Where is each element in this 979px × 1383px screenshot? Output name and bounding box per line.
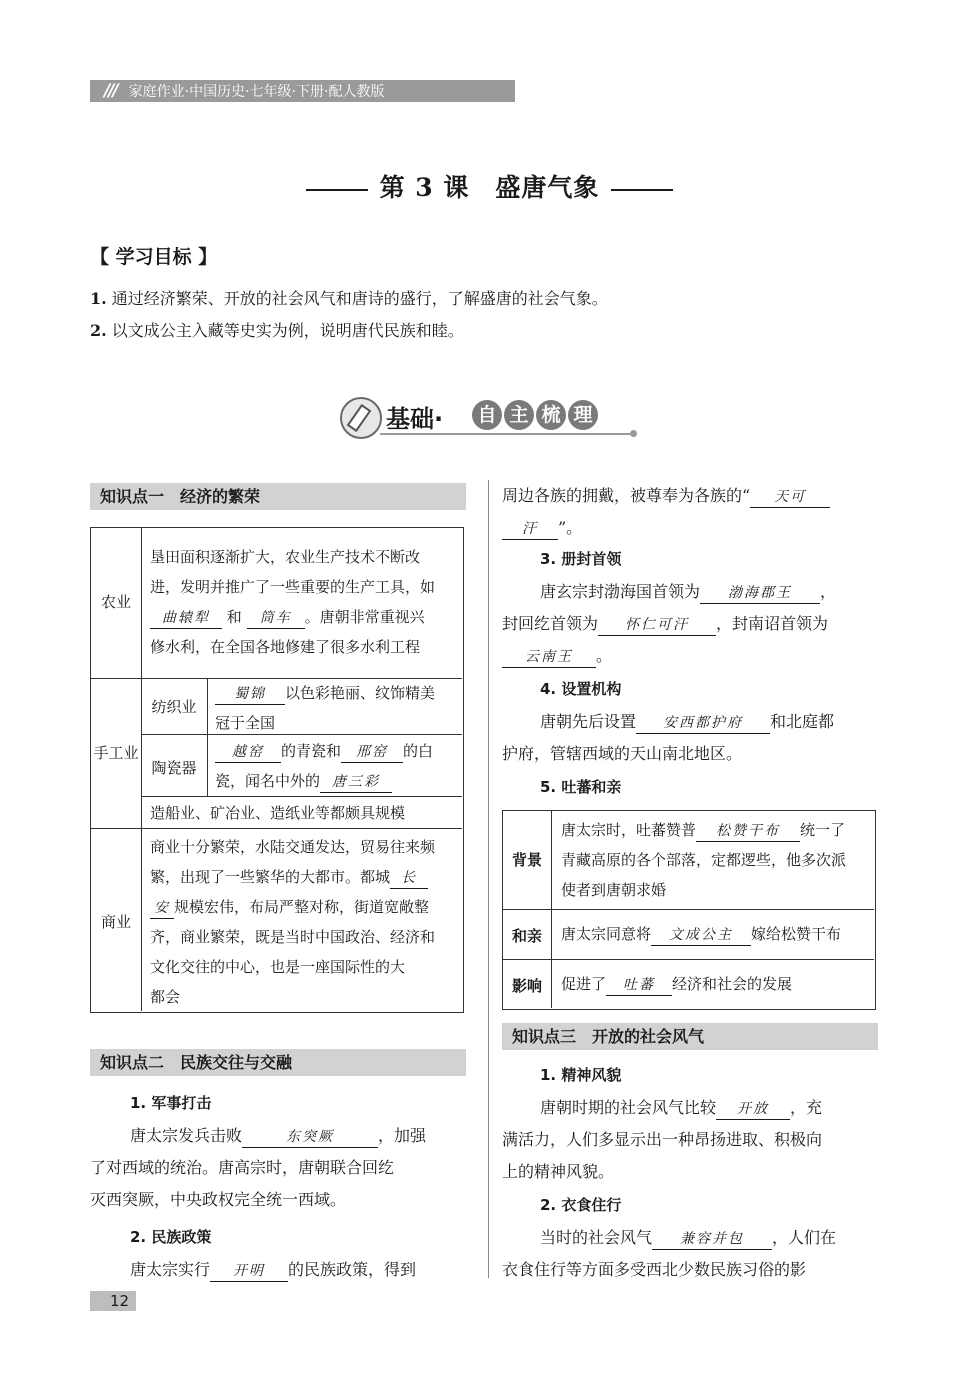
marriage-content — [561, 919, 873, 949]
text-line — [502, 706, 878, 738]
subheading-military: 1. 军事打击 — [130, 1094, 212, 1112]
subheading-enfeoff: 3. 册封首领 — [540, 550, 622, 568]
objective-text: 以文成公主入藏等史实为例，说明唐代民族和睦。 — [111, 321, 464, 340]
text-line — [90, 1120, 466, 1152]
banner-dot — [630, 430, 637, 437]
objectives-heading: 【 学习目标 】 — [90, 246, 218, 268]
answer-blank: 长 — [390, 868, 428, 889]
text-line — [502, 512, 878, 544]
banner-underline — [380, 433, 632, 435]
banner-pill: 主 — [504, 400, 534, 430]
banner-pill: 自 — [472, 400, 502, 430]
row-label-impact: 影响 — [511, 977, 542, 995]
answer-blank: 开明 — [210, 1261, 288, 1282]
text-fragment: 当时的社会风气 — [540, 1228, 653, 1247]
tibet-table — [502, 810, 876, 1010]
text-fragment: ，人们在 — [772, 1228, 837, 1247]
answer-blank: 安 — [150, 898, 174, 919]
answer-blank: 汗 — [502, 519, 558, 540]
objective-item-2 — [90, 318, 464, 341]
banner-pill: 理 — [568, 400, 598, 430]
text-line — [215, 736, 460, 766]
row-label-agriculture: 农业 — [100, 593, 131, 611]
text-fragment: 。唐朝非常重视兴 — [304, 608, 425, 626]
answer-blank: 筒车 — [247, 608, 305, 629]
answer-blank: 蜀锦 — [215, 684, 285, 705]
text-line: 上的精神风貌。 — [502, 1162, 615, 1181]
pen-book-icon — [340, 397, 382, 439]
section-heading-1: 知识点一 经济的繁荣 — [90, 483, 466, 510]
spirit-paragraph — [502, 1092, 878, 1188]
text-line: 修水利，在全国各地修建了很多水利工程 — [150, 638, 421, 656]
objective-num: 1. — [90, 289, 107, 308]
answer-blank: 邢窑 — [341, 742, 403, 763]
impact-content — [561, 969, 873, 999]
column-divider — [488, 480, 489, 1278]
section-heading-3: 知识点三 开放的社会风气 — [502, 1023, 878, 1050]
table-divider — [141, 796, 462, 797]
row-label-textile: 纺织业 — [151, 698, 197, 716]
answer-blank: 唐三彩 — [320, 772, 392, 793]
daily-life-paragraph — [502, 1222, 878, 1286]
page-number-box — [90, 1291, 136, 1311]
text-line: 进，发明并推广了一些重要的生产工具，如 — [150, 578, 436, 596]
text-line — [502, 608, 878, 640]
text-fragment: 周边各族的拥戴，被尊奉为各族的“ — [502, 486, 751, 505]
text-line: 都会 — [150, 988, 181, 1006]
answer-blank: 曲辕犁 — [150, 608, 222, 629]
answer-blank: 渤海郡王 — [700, 583, 820, 604]
table-divider — [503, 959, 874, 960]
text-fragment: 唐太宗实行 — [130, 1260, 211, 1279]
title-rule-left — [306, 189, 368, 191]
objective-num: 2. — [90, 321, 107, 340]
text-line: 护府，管辖西域的天山南北地区。 — [502, 744, 743, 763]
porcelain-content — [215, 736, 460, 796]
text-fragment: 唐太宗时，吐蕃赞普 — [561, 821, 697, 839]
text-line — [90, 1254, 466, 1286]
text-line — [502, 640, 878, 672]
text-line: 青藏高原的各个部落，定都逻些，他多次派 — [561, 851, 847, 869]
text-line: 齐，商业繁荣，既是当时中国政治、经济和 — [150, 928, 436, 946]
text-line — [502, 1092, 878, 1124]
answer-blank: 天可 — [750, 487, 830, 508]
text-line — [215, 766, 460, 796]
text-fragment: ，封南诏首领为 — [716, 614, 829, 633]
text-fragment: 唐太宗发兵击败 — [130, 1126, 243, 1145]
economy-table — [90, 527, 464, 1013]
text-line — [215, 678, 460, 708]
text-fragment: 的青瓷和 — [281, 742, 342, 760]
textile-content — [215, 678, 460, 738]
text-line — [150, 892, 460, 922]
table-divider — [503, 909, 874, 910]
answer-blank: 安西都护府 — [636, 713, 770, 734]
answer-blank: 云南王 — [502, 647, 596, 668]
text-fragment: ，充 — [790, 1098, 823, 1117]
text-fragment: ，加强 — [378, 1126, 427, 1145]
subheading-spirit: 1. 精神风貌 — [540, 1066, 622, 1084]
agriculture-content — [150, 542, 460, 662]
military-paragraph — [90, 1120, 466, 1216]
answer-blank: 怀仁可汗 — [598, 615, 716, 636]
text-fragment: 封回纥首领为 — [502, 614, 599, 633]
text-line — [561, 815, 873, 845]
text-line: 文化交往的中心，也是一座国际性的大 — [150, 958, 406, 976]
text-fragment: 经济和社会的发展 — [672, 975, 793, 993]
background-content — [561, 815, 873, 905]
section-heading-2: 知识点二 民族交往与交融 — [90, 1049, 466, 1076]
text-fragment: 唐朝时期的社会风气比较 — [540, 1098, 717, 1117]
answer-blank: 文成公主 — [651, 925, 751, 946]
text-line: 冠于全国 — [215, 714, 276, 732]
answer-blank: 越窑 — [215, 742, 281, 763]
row-label-commerce: 商业 — [100, 913, 131, 931]
text-fragment: 的白 — [403, 742, 434, 760]
row-label-marriage: 和亲 — [511, 927, 542, 945]
subheading-tibet: 5. 吐蕃和亲 — [540, 778, 622, 796]
running-header — [90, 80, 515, 102]
page-number: 12 — [110, 1292, 130, 1310]
text-line — [150, 862, 460, 892]
text-line: 衣食住行等方面多受西北少数民族习俗的影 — [502, 1260, 807, 1279]
banner-pill: 梳 — [536, 400, 566, 430]
text-fragment: 繁，出现了一些繁华的大都市。都城 — [150, 868, 391, 886]
text-fragment: 和 — [226, 608, 242, 626]
text-fragment: 嫁给松赞干布 — [751, 925, 842, 943]
text-line — [502, 480, 878, 512]
table-divider — [207, 678, 208, 796]
other-industries: 造船业、矿冶业、造纸业等都颇具规模 — [150, 804, 406, 822]
text-fragment: 的民族政策，得到 — [288, 1260, 417, 1279]
institutions-paragraph — [502, 706, 878, 770]
header-slashes: /// — [104, 81, 117, 101]
text-line — [150, 602, 460, 632]
text-fragment: 唐太宗同意将 — [561, 925, 652, 943]
row-label-handicraft: 手工业 — [93, 744, 139, 762]
text-fragment: 唐玄宗封渤海国首领为 — [540, 582, 701, 601]
text-fragment: 瓷，闻名中外的 — [215, 772, 321, 790]
text-fragment: 。 — [596, 646, 613, 665]
text-fragment: 唐朝先后设置 — [540, 712, 637, 731]
text-line: 灭西突厥，中央政权完全统一西域。 — [90, 1190, 347, 1209]
text-fragment: ”。 — [558, 518, 583, 537]
text-line: 满活力，人们多显示出一种昂扬进取、积极向 — [502, 1130, 823, 1149]
answer-blank: 开放 — [716, 1099, 790, 1120]
subheading-policy: 2. 民族政策 — [130, 1228, 212, 1246]
row-label-porcelain: 陶瓷器 — [151, 759, 197, 777]
text-fragment: 和北庭都 — [770, 712, 835, 731]
title-rule-right — [611, 189, 673, 191]
answer-blank: 松赞干布 — [696, 821, 800, 842]
lesson-title-text: 第 3 课 盛唐气象 — [379, 173, 600, 202]
row-label-background: 背景 — [511, 851, 542, 869]
text-line: 了对西域的统治。唐高宗时，唐朝联合回纥 — [90, 1158, 395, 1177]
text-fragment: 促进了 — [561, 975, 607, 993]
text-line — [502, 576, 878, 608]
text-line — [502, 1222, 878, 1254]
commerce-content — [150, 832, 460, 1012]
banner-text: 基础· — [386, 405, 444, 433]
text-fragment: 以色彩艳丽、纹饰精美 — [285, 684, 436, 702]
text-fragment: 规模宏伟，布局严整对称，街道宽敞整 — [174, 898, 430, 916]
subheading-institutions: 4. 设置机构 — [540, 680, 622, 698]
text-line: 商业十分繁荣，水陆交通发达，贸易往来频 — [150, 838, 436, 856]
text-fragment: ， — [820, 582, 837, 601]
answer-blank: 东突厥 — [242, 1127, 378, 1148]
lesson-title — [0, 168, 979, 204]
enfeoff-paragraph — [502, 576, 878, 672]
text-fragment: 统一了 — [800, 821, 846, 839]
subheading-daily-life: 2. 衣食住行 — [540, 1196, 622, 1214]
text-line: 垦田面积逐渐扩大，农业生产技术不断改 — [150, 548, 421, 566]
header-text: 家庭作业·中国历史·七年级·下册·配人教版 — [128, 84, 385, 100]
text-line: 使者到唐朝求婚 — [561, 881, 667, 899]
table-divider — [91, 828, 462, 829]
objective-item-1 — [90, 286, 608, 309]
policy-paragraph — [90, 1254, 466, 1286]
answer-blank: 兼容并包 — [652, 1229, 772, 1250]
policy-continued — [502, 480, 878, 544]
section-banner — [340, 397, 640, 439]
answer-blank: 吐蕃 — [606, 975, 672, 996]
objective-text: 通过经济繁荣、开放的社会风气和唐诗的盛行，了解盛唐的社会气象。 — [111, 289, 608, 308]
